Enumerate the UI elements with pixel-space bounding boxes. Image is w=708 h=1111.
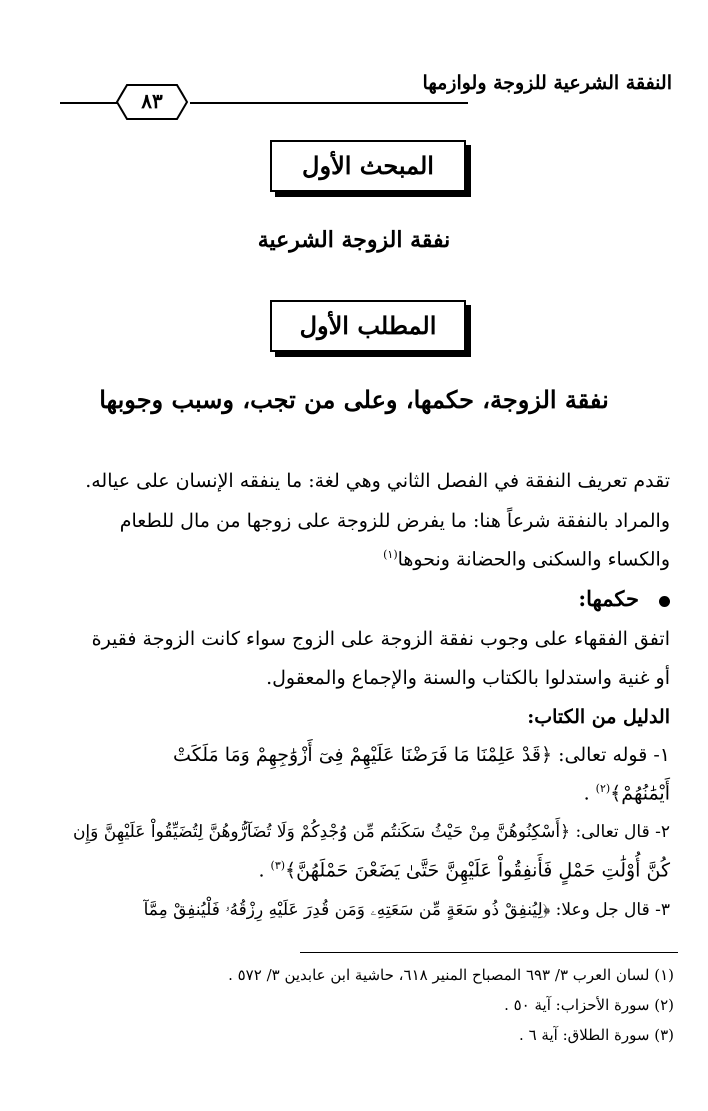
footnote-ref: (٣) bbox=[270, 859, 286, 872]
section-heading-box: المبحث الأول bbox=[270, 140, 466, 192]
bullet-heading: حكمها: bbox=[578, 586, 639, 611]
evidence-3-line1: ٣- قال جل وعلا: ﴿لِيُنفِقْ ذُو سَعَةٍ مِّن سَعَتِهِۦ وَمَن قُدِرَ عَلَيْهِ رِزْقُهُۥ فَلْيُنفِقْ مِمَّآ bbox=[143, 900, 670, 920]
page-number-frame bbox=[115, 83, 189, 121]
bullet-heading-row bbox=[30, 586, 670, 611]
footnote-2: (٢) سورة الأحزاب: آية ٥٠ . bbox=[504, 996, 674, 1014]
footnote-divider bbox=[300, 952, 678, 953]
footnote-1: (١) لسان العرب ٣/ ٦٩٣ المصباح المنير ٦١٨، حاشية ابن عابدين ٣/ ٥٧٢ . bbox=[228, 966, 674, 984]
paragraph-shari-meaning-line1: والمراد بالنفقة شرعاً هنا: ما يفرض للزوجة على زوجها من مال للطعام bbox=[119, 510, 670, 532]
paragraph-definition: تقدم تعريف النفقة في الفصل الثاني وهي لغة: ما ينفقه الإنسان على عياله. bbox=[85, 470, 670, 492]
evidence-heading: الدليل من الكتاب: bbox=[527, 706, 670, 728]
bullet-icon bbox=[659, 596, 670, 607]
footnote-ref: (٢) bbox=[595, 782, 611, 795]
subsection-heading-box: المطلب الأول bbox=[270, 300, 466, 352]
main-heading: نفقة الزوجة، حكمها، وعلى من تجب، وسبب وجوبها bbox=[99, 385, 609, 414]
paragraph-shari-meaning-line2 bbox=[30, 548, 670, 570]
page-number: ٨٣ bbox=[141, 89, 163, 113]
header-rule bbox=[190, 102, 468, 104]
footnote-ref: (١) bbox=[383, 548, 398, 561]
evidence-1-line2: أَيْمَٰنُهُمْ﴾$^{(٢)}$ . bbox=[583, 782, 670, 805]
evidence-1-line1: ١- قوله تعالى: ﴿قَدْ عَلِمْنَا مَا فَرَضْنَا عَلَيْهِمْ فِىٓ أَزْوَٰجِهِمْ وَمَا مَلَكَتْ bbox=[173, 744, 670, 766]
evidence-2-line1: ٢- قال تعالى: ﴿أَسْكِنُوهُنَّ مِنْ حَيْثُ سَكَنتُم مِّن وُجْدِكُمْ وَلَا تُضَآرُّوهُنَّ لِتُضَيِّقُواْ عَلَيْهِنَّ وَإِن bbox=[72, 822, 670, 842]
evidence-2-line2: كُنَّ أُوْلَٰتِ حَمْلٍ فَأَنفِقُواْ عَلَيْهِنَّ حَتَّىٰ يَضَعْنَ حَمْلَهُنَّ﴾$^{(٣)}$ . bbox=[258, 859, 670, 882]
paragraph-ruling-line2: أو غنية واستدلوا بالكتاب والسنة والإجماع والمعقول. bbox=[266, 667, 670, 689]
running-title: النفقة الشرعية للزوجة ولوازمها bbox=[422, 72, 672, 94]
paragraph-ruling-line1: اتفق الفقهاء على وجوب نفقة الزوجة على الزوج سواء كانت الزوجة فقيرة bbox=[91, 628, 670, 650]
text-run: والكساء والسكنى والحضانة ونحوها bbox=[397, 548, 670, 571]
header-rule-left bbox=[60, 102, 118, 104]
footnote-3: (٣) سورة الطلاق: آية ٦ . bbox=[519, 1026, 674, 1044]
text-run: أَيْمَٰنُهُمْ﴾ bbox=[610, 782, 670, 805]
section-subtitle: نفقة الزوجة الشرعية bbox=[257, 227, 451, 253]
text-run: كُنَّ أُوْلَٰتِ حَمْلٍ فَأَنفِقُواْ عَلَيْهِنَّ حَتَّىٰ يَضَعْنَ حَمْلَهُنَّ﴾ bbox=[285, 859, 670, 882]
